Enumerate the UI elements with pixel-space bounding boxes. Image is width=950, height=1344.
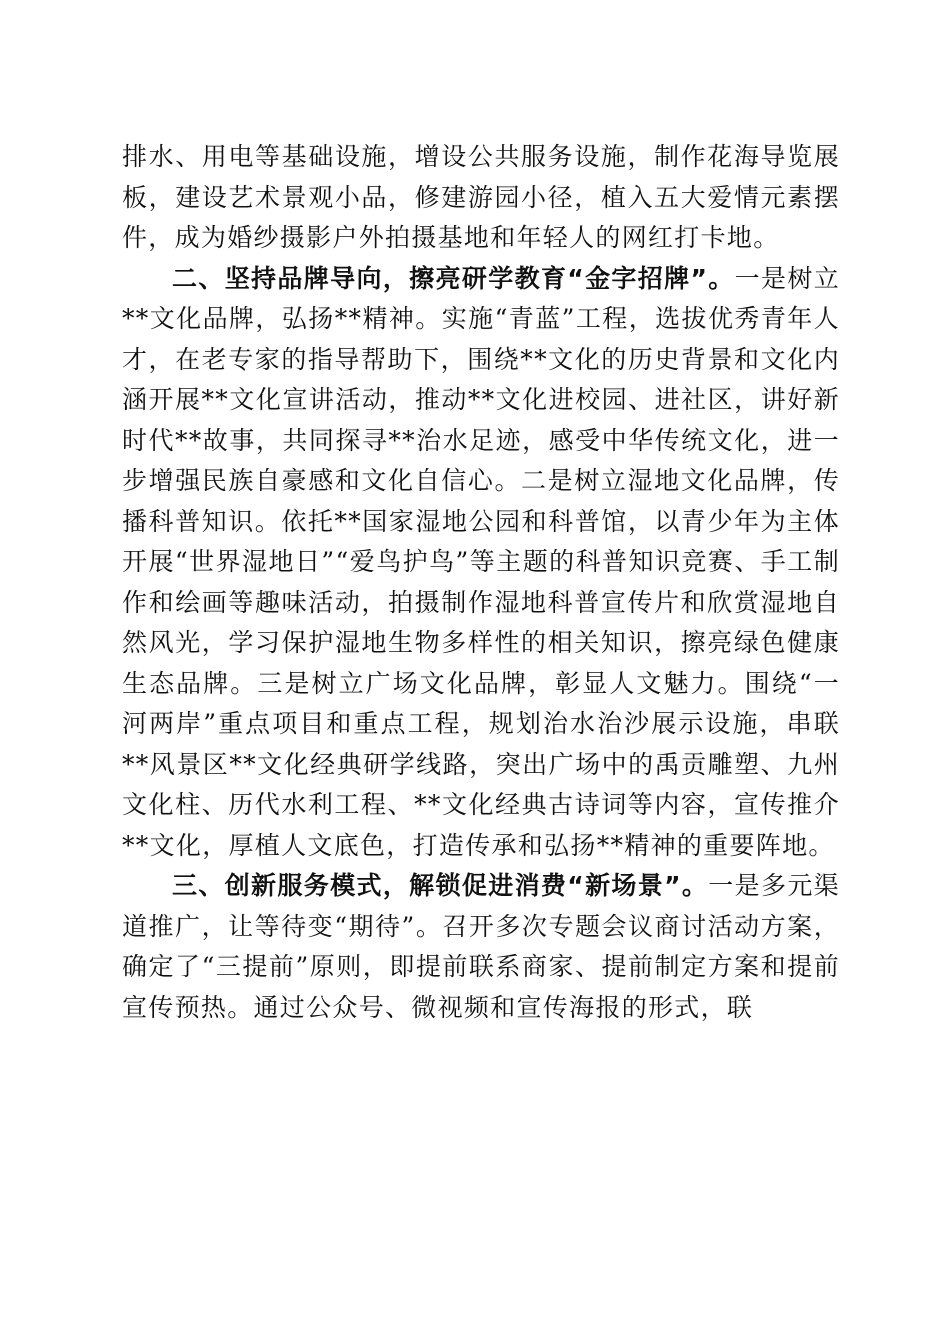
section-2-body: 一是树立**文化品牌，弘扬**精神。实施“青蓝”工程，选拔优秀青年人才，在老专家的指导帮助下，围绕**文化的历史背景和文化内涵开展**文化宣讲活动，推动**文化进校园、进社区，讲好新时代**故事，共同探寻**治水足迹，感受中华传统文化，进一步增强民族自豪感和文化自信心。二是树立湿地文化品牌，传播科普知识。依托**国家湿地公园和科普馆，以青少年为主体开展“世界湿地日”“爱鸟护鸟”等主题的科普知识竞赛、手工制作和绘画等趣味活动，拍摄制作湿地科普宣传片和欣赏湿地自然风光，学习保护湿地生物多样性的相关知识，擦亮绿色健康生态品牌。三是树立广场文化品牌，彰显人文魅力。围绕“一河两岸”重点项目和重点工程，规划治水治沙展示设施，串联**风景区**文化经典研学线路，突出广场中的禹贡雕塑、九州文化柱、历代水利工程、**文化经典古诗词等内容，宣传推介**文化，厚植人文底色，打造传承和弘扬**精神的重要阵地。 [122,263,841,860]
section-3-body: 一是多元渠道推广，让等待变“期待”。召开多次专题会议商讨活动方案，确定了“三提前”原则，即提前联系商家、提前制定方案和提前宣传预热。通过公众号、微视频和宣传海报的形式，联 [122,871,840,1022]
section-2-paragraph [122,259,840,867]
section-3-heading: 三、创新服务模式，解锁促进消费“新场景”。 [172,871,709,900]
paragraph-text: 排水、用电等基础设施，增设公共服务设施，制作花海导览展板，建设艺术景观小品，修建游园小径，植入五大爱情元素摆件，成为婚纱摄影户外拍摄基地和年轻人的网红打卡地。 [122,142,840,252]
section-3-paragraph [122,866,840,1028]
paragraph-continued [122,137,840,259]
section-2-heading: 二、坚持品牌导向，擦亮研学教育“金字招牌”。 [172,263,735,293]
